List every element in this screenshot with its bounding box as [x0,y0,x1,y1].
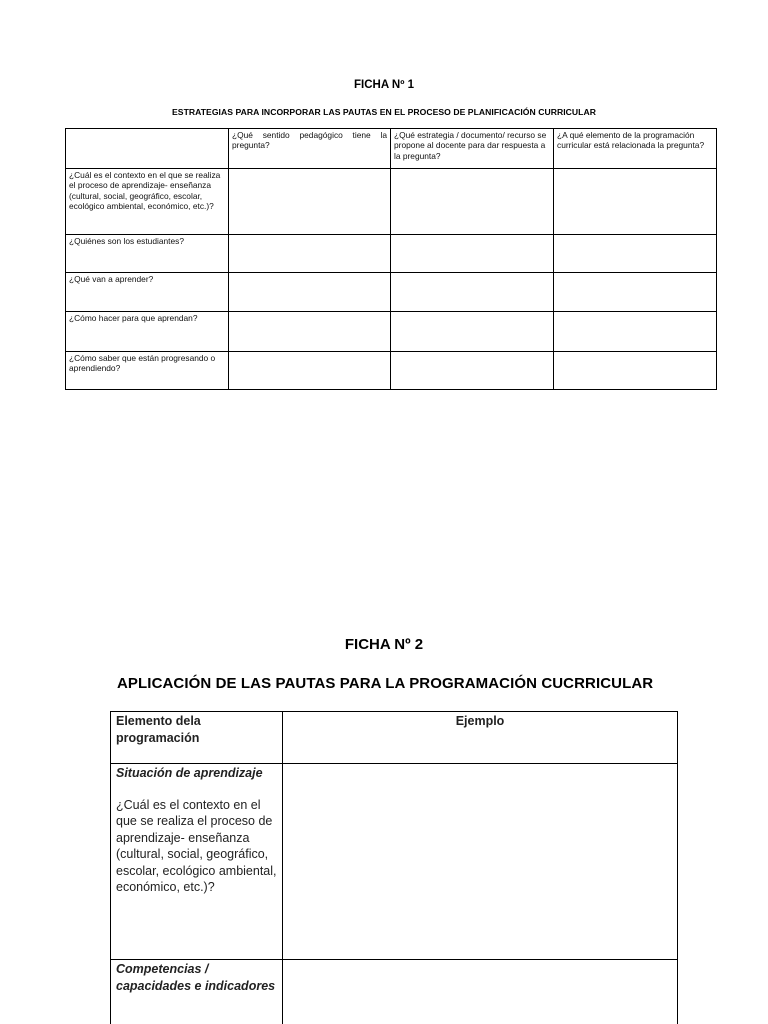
table-row [66,352,717,390]
table-row [66,312,717,352]
header-example-label: Ejemplo [455,714,505,728]
answer-cell[interactable] [554,169,717,235]
answer-cell[interactable] [391,273,554,312]
row-element-cell [111,764,283,960]
ficha2-table [110,711,678,1024]
table-row [111,764,678,960]
answer-cell[interactable] [391,235,554,273]
table-row [66,235,717,273]
answer-cell[interactable] [554,312,717,352]
ficha2-subtitle: APLICACIÓN DE LAS PAUTAS PARA LA PROGRAMACIÓN CUCRRICULAR [117,675,654,692]
answer-cell[interactable] [554,352,717,390]
answer-cell[interactable] [229,273,391,312]
answer-cell[interactable] [554,273,717,312]
table-row [111,960,678,1024]
row-element-title: Situación de aprendizaje [116,766,263,780]
answer-cell[interactable] [229,312,391,352]
row-question: ¿Cómo hacer para que aprendan? [66,312,229,352]
row-element-cell [111,960,283,1024]
row-question: ¿Cómo saber que están progresando o aprendiendo? [66,352,229,390]
answer-cell[interactable] [229,235,391,273]
example-cell[interactable] [283,960,678,1024]
answer-cell[interactable] [229,169,391,235]
table-row [66,169,717,235]
header-cell-elemento: ¿A qué elemento de la programación curricular está relacionada la pregunta? [554,129,717,169]
row-element-title: Competencias / capacidades e indicadores [116,962,276,993]
answer-cell[interactable] [391,352,554,390]
header-cell-ejemplo [283,712,678,764]
header-cell-empty [66,129,229,169]
row-question: ¿Quiénes son los estudiantes? [66,235,229,273]
answer-cell[interactable] [391,169,554,235]
table-row [66,273,717,312]
table-header-row [66,129,717,169]
row-question: ¿Cuál es el contexto en el que se realiza el proceso de aprendizaje- enseñanza (cultural, social, geográfico, escolar, ecológico ambiental, económico, etc.)? [66,169,229,235]
ficha1-table [65,128,717,390]
example-cell[interactable] [283,764,678,960]
header-cell-estrategia: ¿Qué estrategia / documento/ recurso se propone al docente para dar respuesta a la pregunta? [391,129,554,169]
answer-cell[interactable] [229,352,391,390]
header-cell-sentido: ¿Qué sentido pedagógico tiene la pregunta? [229,129,391,169]
answer-cell[interactable] [554,235,717,273]
answer-cell[interactable] [391,312,554,352]
header-cell-elemento [111,712,283,764]
row-question: ¿Qué van a aprender? [66,273,229,312]
ficha2-title: FICHA Nº 2 [344,636,424,653]
table-header-row [111,712,678,764]
row-element-text: ¿Cuál es el contexto en el que se realiza el proceso de aprendizaje- enseñanza (cultural, social, geográfico, escolar, ecológico ambiental, económico, etc.)? [116,797,277,894]
ficha1-title: FICHA Nº 1 [354,79,414,91]
ficha1-subtitle: ESTRATEGIAS PARA INCORPORAR LAS PAUTAS EN EL PROCESO DE PLANIFICACIÓN CURRICULAR [172,107,596,117]
header-element-label: Elemento dela programación [116,714,201,745]
